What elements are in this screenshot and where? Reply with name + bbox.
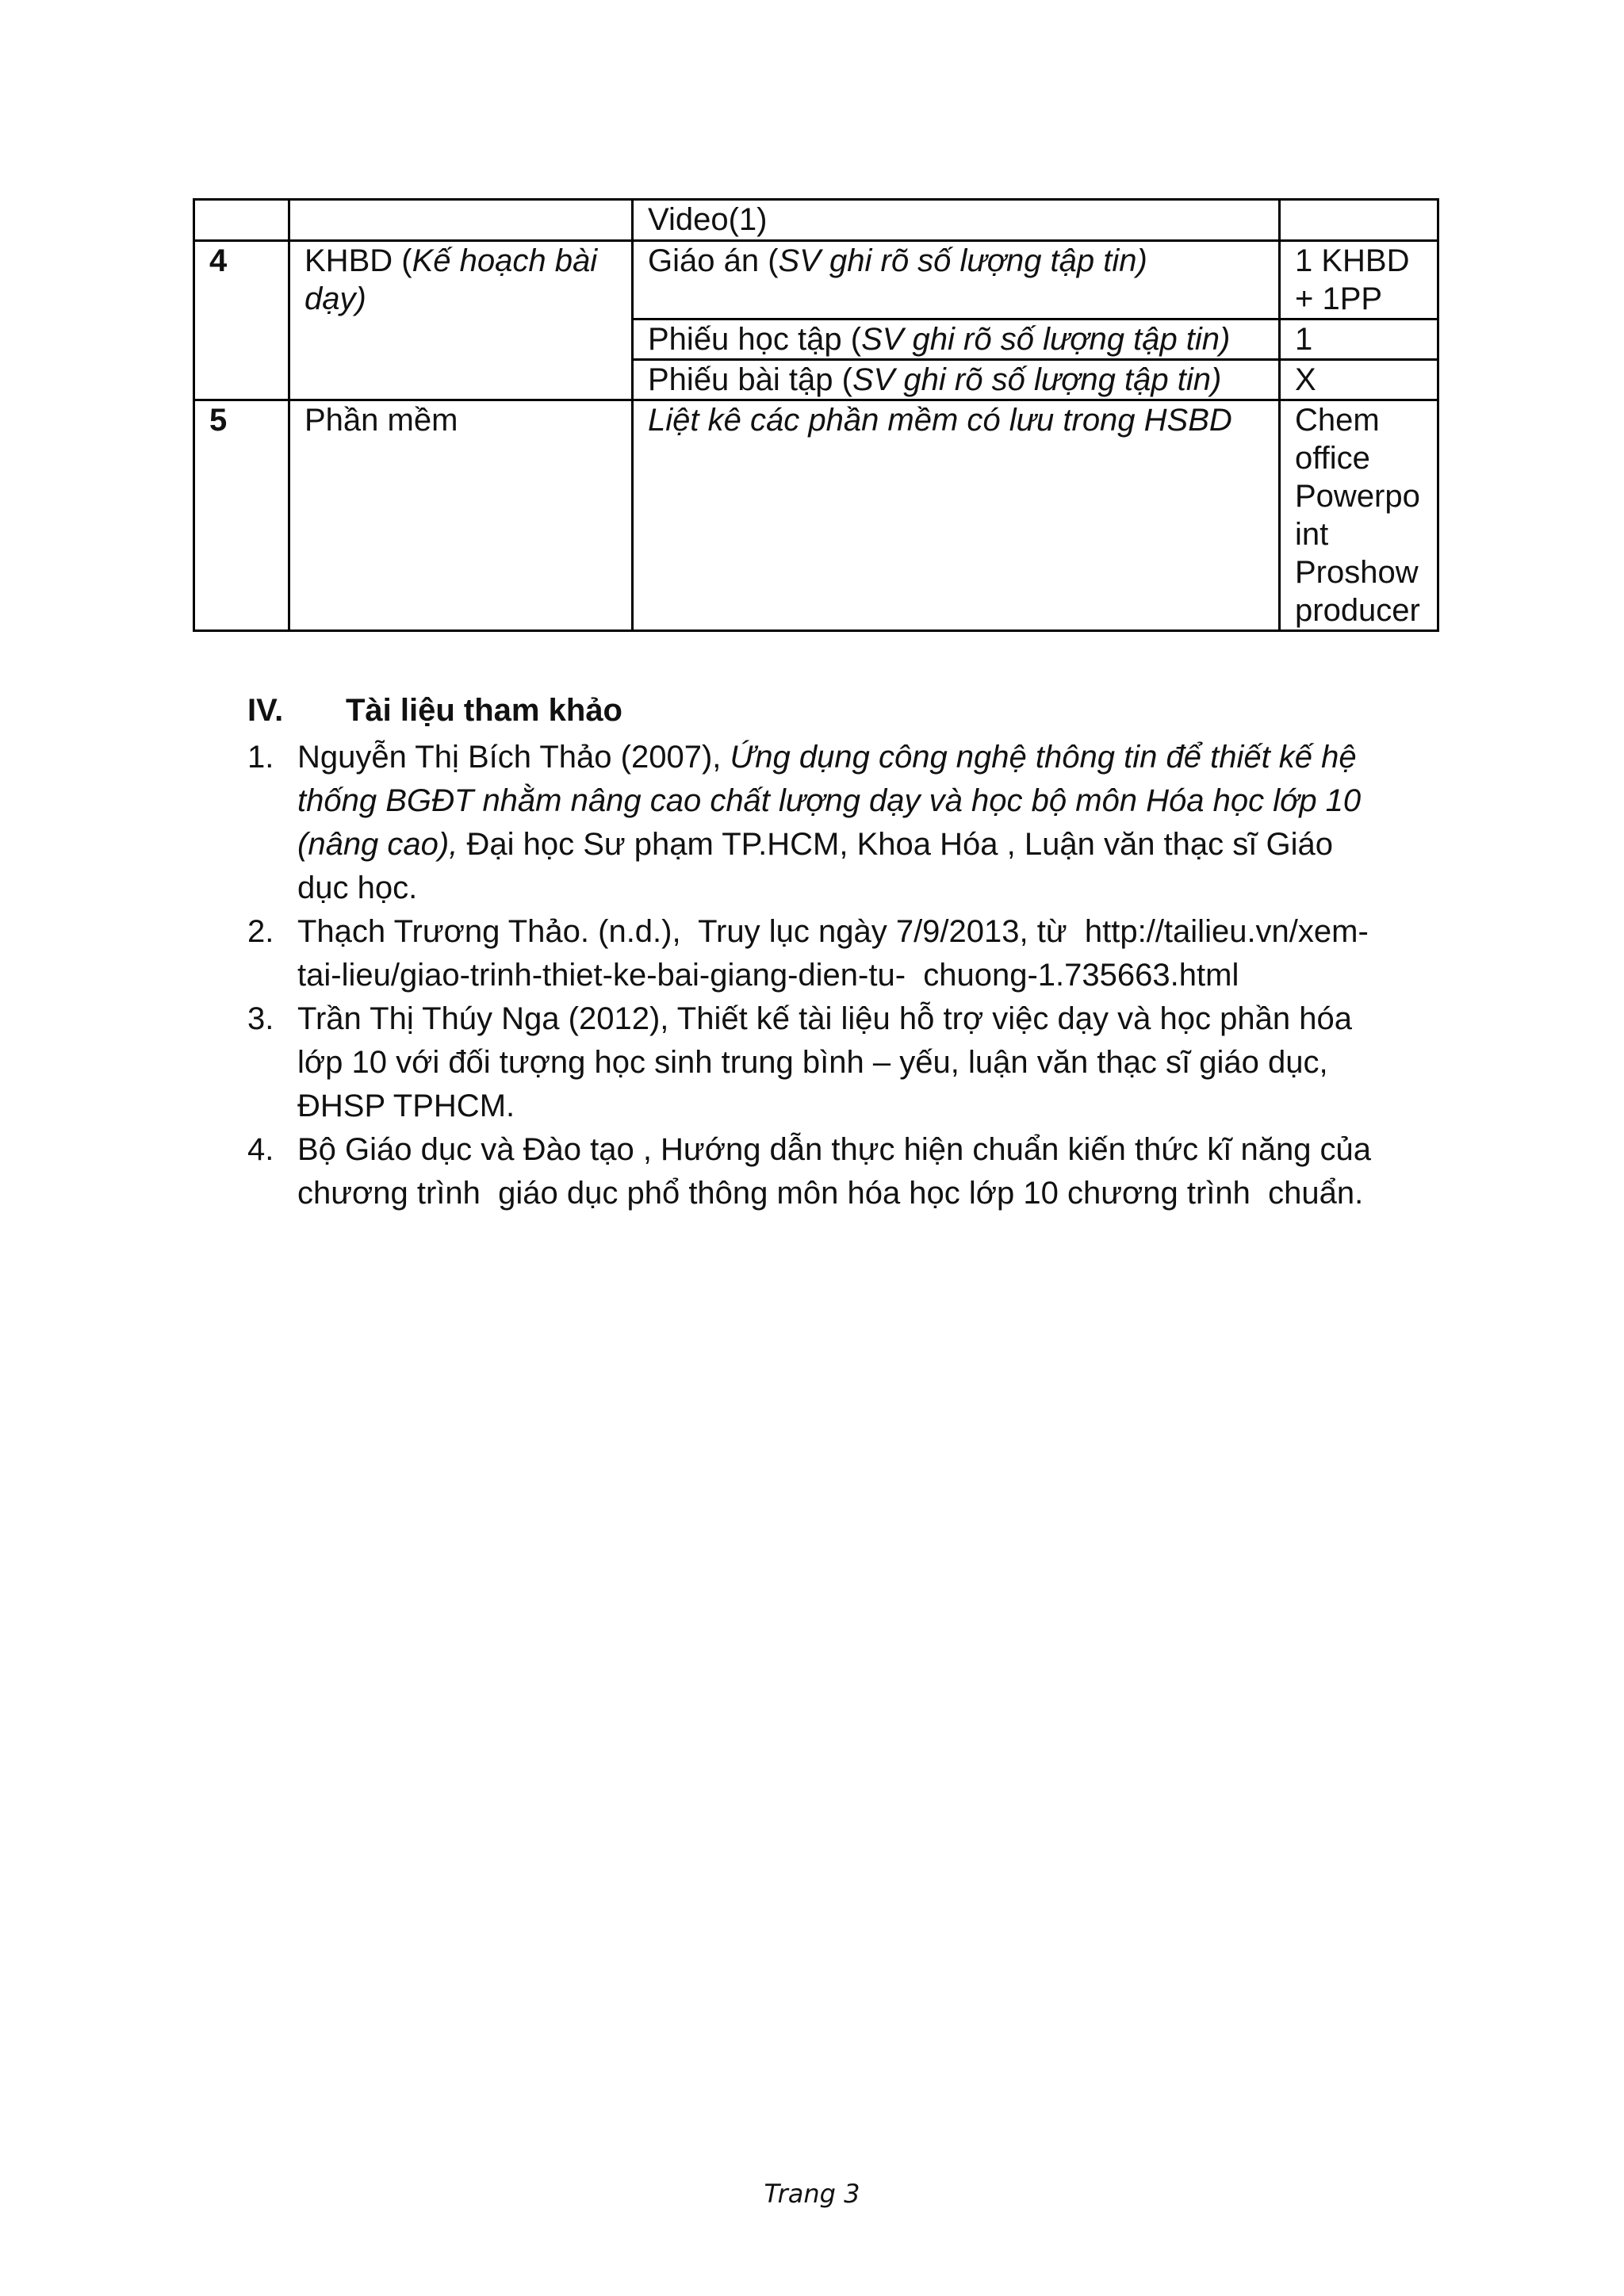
quantity-line: producer bbox=[1295, 593, 1420, 628]
item-cell bbox=[289, 400, 633, 631]
detail-cell bbox=[633, 360, 1280, 400]
item-cell bbox=[289, 200, 633, 241]
reference-italic-text: thống BGĐT nhằm nâng cao chất lượng dạy và học bộ môn Hóa học lớp 10 bbox=[297, 783, 1362, 818]
reference-text: Bộ Giáo dục và Đào tạo , Hướng dẫn thực hiện chuẩn kiến thức kĩ năng của bbox=[297, 1132, 1372, 1167]
detail-text: Phiếu học tập ( bbox=[648, 322, 862, 357]
row-number-cell bbox=[194, 200, 289, 241]
reference-list bbox=[247, 736, 1437, 1215]
section-title-text: Tài liệu tham khảo bbox=[346, 693, 622, 728]
table-row bbox=[194, 200, 1438, 241]
reference-number: 3. bbox=[247, 1001, 274, 1036]
reference-text: Đại học Sư phạm TP.HCM, Khoa Hóa , Luận văn thạc sĩ Giáo bbox=[458, 827, 1333, 862]
reference-text: Trần Thị Thúy Nga (2012), Thiết kế tài liệu hỗ trợ việc dạy và học phần hóa bbox=[297, 1001, 1352, 1036]
quantity-cell bbox=[1280, 360, 1438, 400]
reference-text: dục học. bbox=[297, 871, 418, 905]
reference-line bbox=[297, 910, 1437, 954]
quantity-line: Powerpo bbox=[1295, 479, 1420, 514]
item-italic-text: Kế hoạch bài dạy) bbox=[304, 243, 598, 316]
reference-line bbox=[297, 779, 1437, 823]
reference-number: 4. bbox=[247, 1132, 274, 1167]
reference-text: chương trình giáo dục phổ thông môn hóa học lớp 10 chương trình chuẩn. bbox=[297, 1176, 1364, 1211]
quantity-line: office bbox=[1295, 441, 1370, 476]
detail-italic-text: SV ghi rõ số lượng tập tin) bbox=[861, 322, 1231, 357]
reference-line bbox=[297, 1041, 1437, 1085]
item-cell bbox=[289, 241, 633, 400]
quantity-line: 1 bbox=[1295, 322, 1313, 357]
detail-italic-text: SV ghi rõ số lượng tập tin) bbox=[852, 362, 1222, 397]
reference-line bbox=[297, 997, 1437, 1041]
quantity-cell bbox=[1280, 241, 1438, 320]
reference-line bbox=[297, 867, 1437, 910]
reference-italic-text: (nâng cao), bbox=[297, 827, 458, 862]
reference-item bbox=[247, 736, 1437, 910]
quantity-cell bbox=[1280, 200, 1438, 241]
quantity-line: + 1PP bbox=[1295, 281, 1383, 316]
reference-text: Thạch Trương Thảo. (n.d.), Truy lục ngày 7/9/2013, từ http://tailieu.vn/xem- bbox=[297, 914, 1369, 949]
row-number-cell: 5 bbox=[194, 400, 289, 631]
reference-text: Nguyễn Thị Bích Thảo (2007), bbox=[297, 740, 730, 775]
item-text: Phần mềm bbox=[304, 403, 458, 438]
detail-cell bbox=[633, 241, 1280, 320]
reference-text: ĐHSP TPHCM. bbox=[297, 1089, 515, 1123]
detail-cell bbox=[633, 320, 1280, 360]
detail-cell bbox=[633, 400, 1280, 631]
reference-italic-text: Ứng dụng công nghệ thông tin để thiết kế hệ bbox=[730, 740, 1357, 775]
detail-text: Giáo án ( bbox=[648, 243, 779, 278]
quantity-line: Chem bbox=[1295, 403, 1380, 438]
detail-cell bbox=[633, 200, 1280, 241]
reference-line bbox=[297, 954, 1437, 997]
detail-text: Phiếu bài tập ( bbox=[648, 362, 852, 397]
reference-text: lớp 10 với đối tượng học sinh trung bình – yếu, luận văn thạc sĩ giáo dục, bbox=[297, 1045, 1328, 1080]
reference-line bbox=[297, 1128, 1437, 1172]
detail-italic-text: Liệt kê các phần mềm có lưu trong HSBD bbox=[648, 403, 1232, 438]
reference-number: 2. bbox=[247, 914, 274, 949]
quantity-line: X bbox=[1295, 362, 1316, 397]
page-footer: Trang 3 bbox=[764, 2179, 860, 2209]
section-number: IV. bbox=[247, 693, 284, 728]
reference-item bbox=[247, 910, 1437, 997]
resource-table bbox=[193, 198, 1439, 632]
section-heading bbox=[247, 691, 622, 729]
row-number-cell: 4 bbox=[194, 241, 289, 400]
reference-line bbox=[297, 1172, 1437, 1215]
quantity-line: int bbox=[1295, 517, 1329, 552]
reference-line bbox=[297, 1085, 1437, 1128]
quantity-cell bbox=[1280, 400, 1438, 631]
table-row bbox=[194, 241, 1438, 320]
table-row bbox=[194, 400, 1438, 631]
reference-line bbox=[297, 736, 1437, 779]
quantity-cell bbox=[1280, 320, 1438, 360]
quantity-line: Proshow bbox=[1295, 555, 1419, 590]
detail-italic-text: SV ghi rõ số lượng tập tin) bbox=[778, 243, 1147, 278]
reference-item bbox=[247, 1128, 1437, 1215]
reference-line bbox=[297, 823, 1437, 867]
quantity-line: 1 KHBD bbox=[1295, 243, 1410, 278]
reference-number: 1. bbox=[247, 740, 274, 775]
detail-text: Video(1) bbox=[648, 202, 768, 237]
reference-item bbox=[247, 997, 1437, 1128]
reference-text: tai-lieu/giao-trinh-thiet-ke-bai-giang-dien-tu- chuong-1.735663.html bbox=[297, 958, 1239, 993]
item-text: KHBD ( bbox=[304, 243, 412, 278]
